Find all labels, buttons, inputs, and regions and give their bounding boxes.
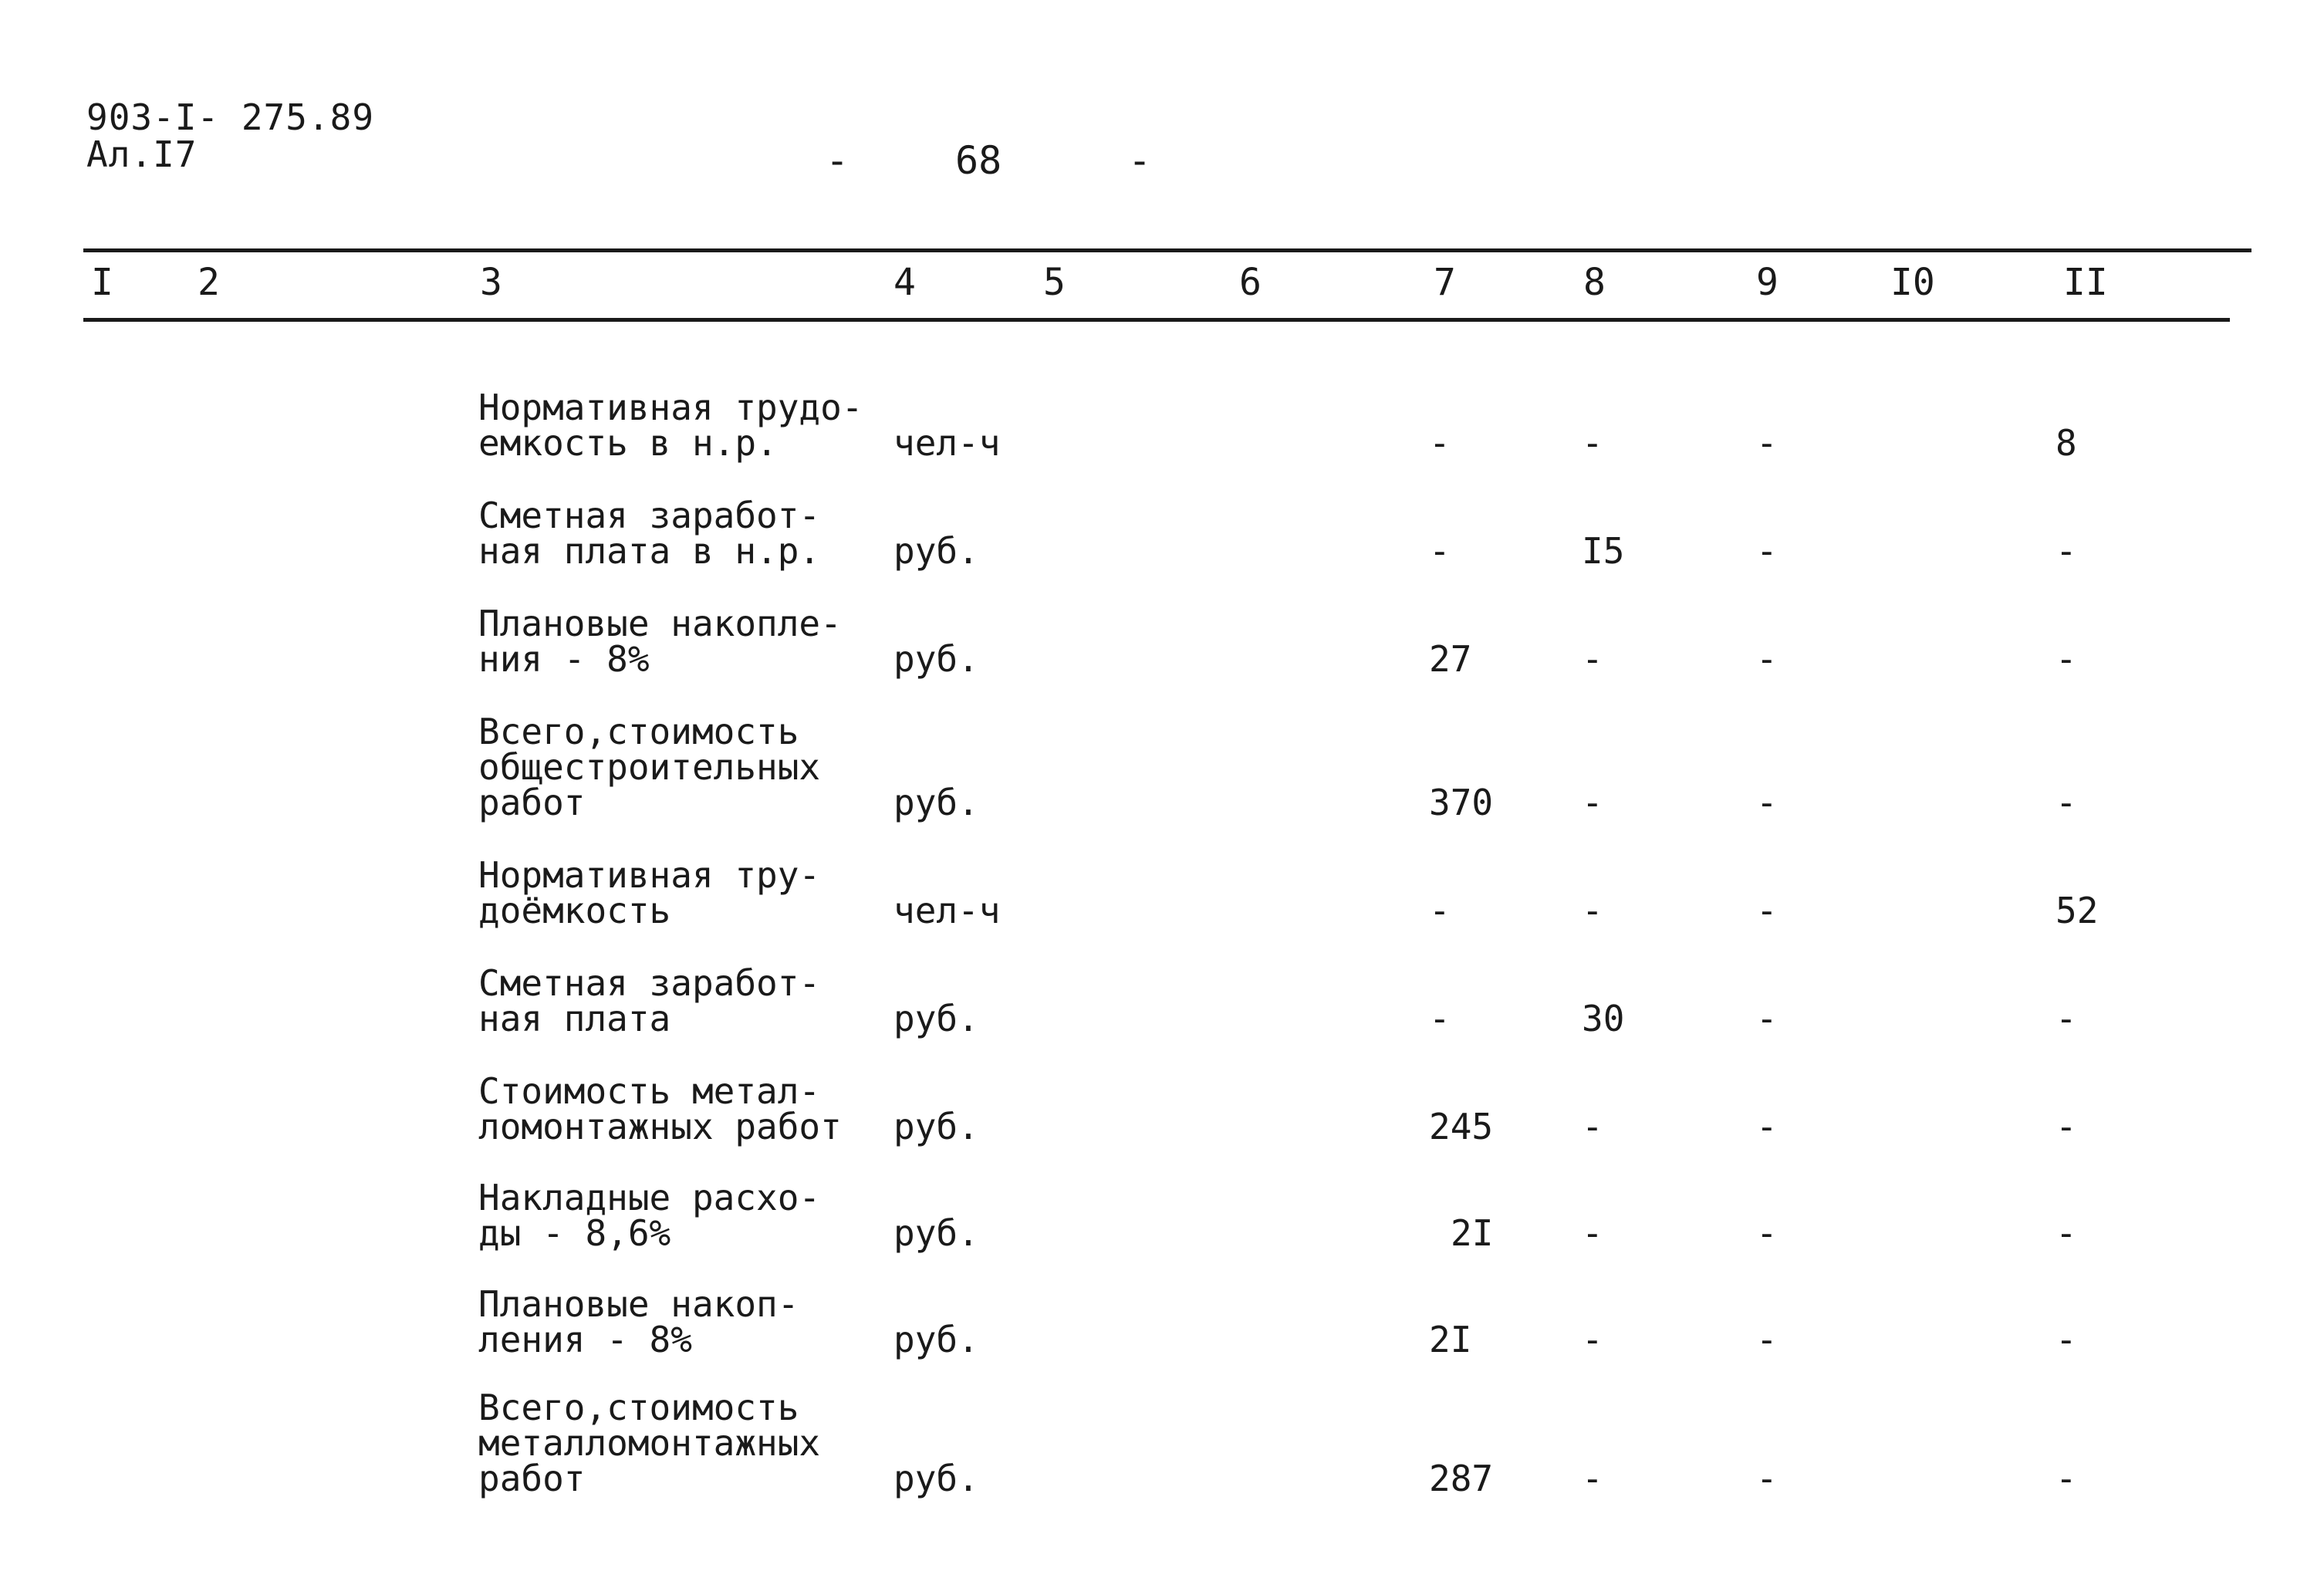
row-col-11: - (2055, 1458, 2077, 1499)
row-col-7: 2I (1429, 1319, 1472, 1360)
row-description-line: Плановые накоп- (478, 1283, 799, 1325)
row-col-9: - (1756, 890, 1778, 931)
row-col-8: - (1582, 1212, 1603, 1254)
row-col-9: - (1756, 1319, 1778, 1360)
row-col-11: - (2055, 998, 2077, 1039)
row-col-7: 27 (1429, 638, 1472, 680)
row-col-8: - (1582, 890, 1603, 931)
column-header-2: 2 (198, 261, 220, 304)
row-col-9: - (1756, 998, 1778, 1039)
row-col-9: - (1756, 1106, 1778, 1147)
row-col-8: 30 (1582, 998, 1625, 1039)
row-col-8: - (1582, 422, 1603, 464)
row-description-line: работ (478, 782, 586, 823)
row-col-7: 370 (1429, 782, 1494, 823)
row-col-7: 245 (1429, 1106, 1494, 1147)
row-description-line: Стоимость метал- (478, 1070, 821, 1112)
row-unit: руб. (893, 1319, 979, 1360)
column-header-8: 8 (1583, 261, 1606, 304)
row-unit: руб. (893, 1212, 979, 1254)
row-description-line: ды - 8,6% (478, 1212, 671, 1254)
row-description-line: Сметная заработ- (478, 495, 821, 536)
row-description-line: доёмкость (478, 890, 671, 931)
row-description-line: работ (478, 1458, 586, 1499)
row-col-11: 52 (2055, 890, 2099, 931)
document-code-line-2: Ал.I7 (86, 133, 198, 175)
row-col-7: - (1429, 890, 1451, 931)
page-dash-right: - (1128, 138, 1152, 183)
row-description-line: Сметная заработ- (478, 962, 821, 1004)
row-description-line: ломонтажных работ (478, 1106, 842, 1147)
row-col-11: - (2055, 1106, 2077, 1147)
row-description-line: емкость в н.р. (478, 422, 778, 464)
row-unit: руб. (893, 1458, 979, 1499)
column-header-6: 6 (1239, 261, 1262, 304)
table-header-rule (83, 318, 2230, 322)
row-col-11: - (2055, 638, 2077, 680)
document-code-line-1: 903-I- 275.89 (86, 96, 375, 138)
row-col-7: 2I (1451, 1212, 1494, 1254)
row-unit: руб. (893, 1106, 979, 1147)
column-header-9: 9 (1756, 261, 1778, 304)
row-col-7: - (1429, 530, 1451, 572)
page-number: 68 (955, 138, 1002, 183)
column-header-1: I (91, 261, 113, 304)
row-col-9: - (1756, 638, 1778, 680)
row-description-line: общестроительных (478, 746, 821, 788)
row-col-7: - (1429, 422, 1451, 464)
row-col-9: - (1756, 782, 1778, 823)
row-col-8: I5 (1582, 530, 1625, 572)
row-col-9: - (1756, 1212, 1778, 1254)
row-col-7: - (1429, 998, 1451, 1039)
row-description-line: Всего,стоимость (478, 711, 799, 752)
table-top-rule (83, 248, 2251, 252)
column-header-5: 5 (1043, 261, 1066, 304)
column-header-11: II (2063, 261, 2108, 304)
row-description-line: ния - 8% (478, 638, 650, 680)
row-col-8: - (1582, 638, 1603, 680)
row-unit: руб. (893, 530, 979, 572)
row-col-11: - (2055, 1212, 2077, 1254)
row-col-11: - (2055, 782, 2077, 823)
row-description-line: ная плата в н.р. (478, 530, 821, 572)
row-col-9: - (1756, 530, 1778, 572)
row-col-11: - (2055, 1319, 2077, 1360)
column-header-3: 3 (480, 261, 502, 304)
row-description-line: Плановые накопле- (478, 603, 842, 644)
row-unit: чел-ч (893, 890, 1001, 931)
row-unit: руб. (893, 638, 979, 680)
row-col-11: - (2055, 530, 2077, 572)
row-col-8: - (1582, 1458, 1603, 1499)
row-description-line: ная плата (478, 998, 671, 1039)
row-unit: руб. (893, 998, 979, 1039)
row-description-line: металломонтажных (478, 1422, 821, 1464)
row-description-line: Нормативная тру- (478, 854, 821, 896)
row-description-line: ления - 8% (478, 1319, 692, 1360)
row-col-9: - (1756, 422, 1778, 464)
row-col-9: - (1756, 1458, 1778, 1499)
row-col-7: 287 (1429, 1458, 1494, 1499)
row-unit: руб. (893, 782, 979, 823)
row-description-line: Нормативная трудо- (478, 387, 863, 428)
column-header-7: 7 (1434, 261, 1456, 304)
row-col-8: - (1582, 782, 1603, 823)
column-header-4: 4 (893, 261, 916, 304)
row-unit: чел-ч (893, 422, 1001, 464)
row-col-8: - (1582, 1106, 1603, 1147)
column-header-10: I0 (1890, 261, 1935, 304)
document-code (86, 96, 375, 175)
row-description-line: Всего,стоимость (478, 1387, 799, 1428)
page-dash-left: - (826, 138, 850, 183)
row-col-8: - (1582, 1319, 1603, 1360)
row-description-line: Накладные расхо- (478, 1177, 821, 1218)
row-col-11: 8 (2055, 422, 2077, 464)
